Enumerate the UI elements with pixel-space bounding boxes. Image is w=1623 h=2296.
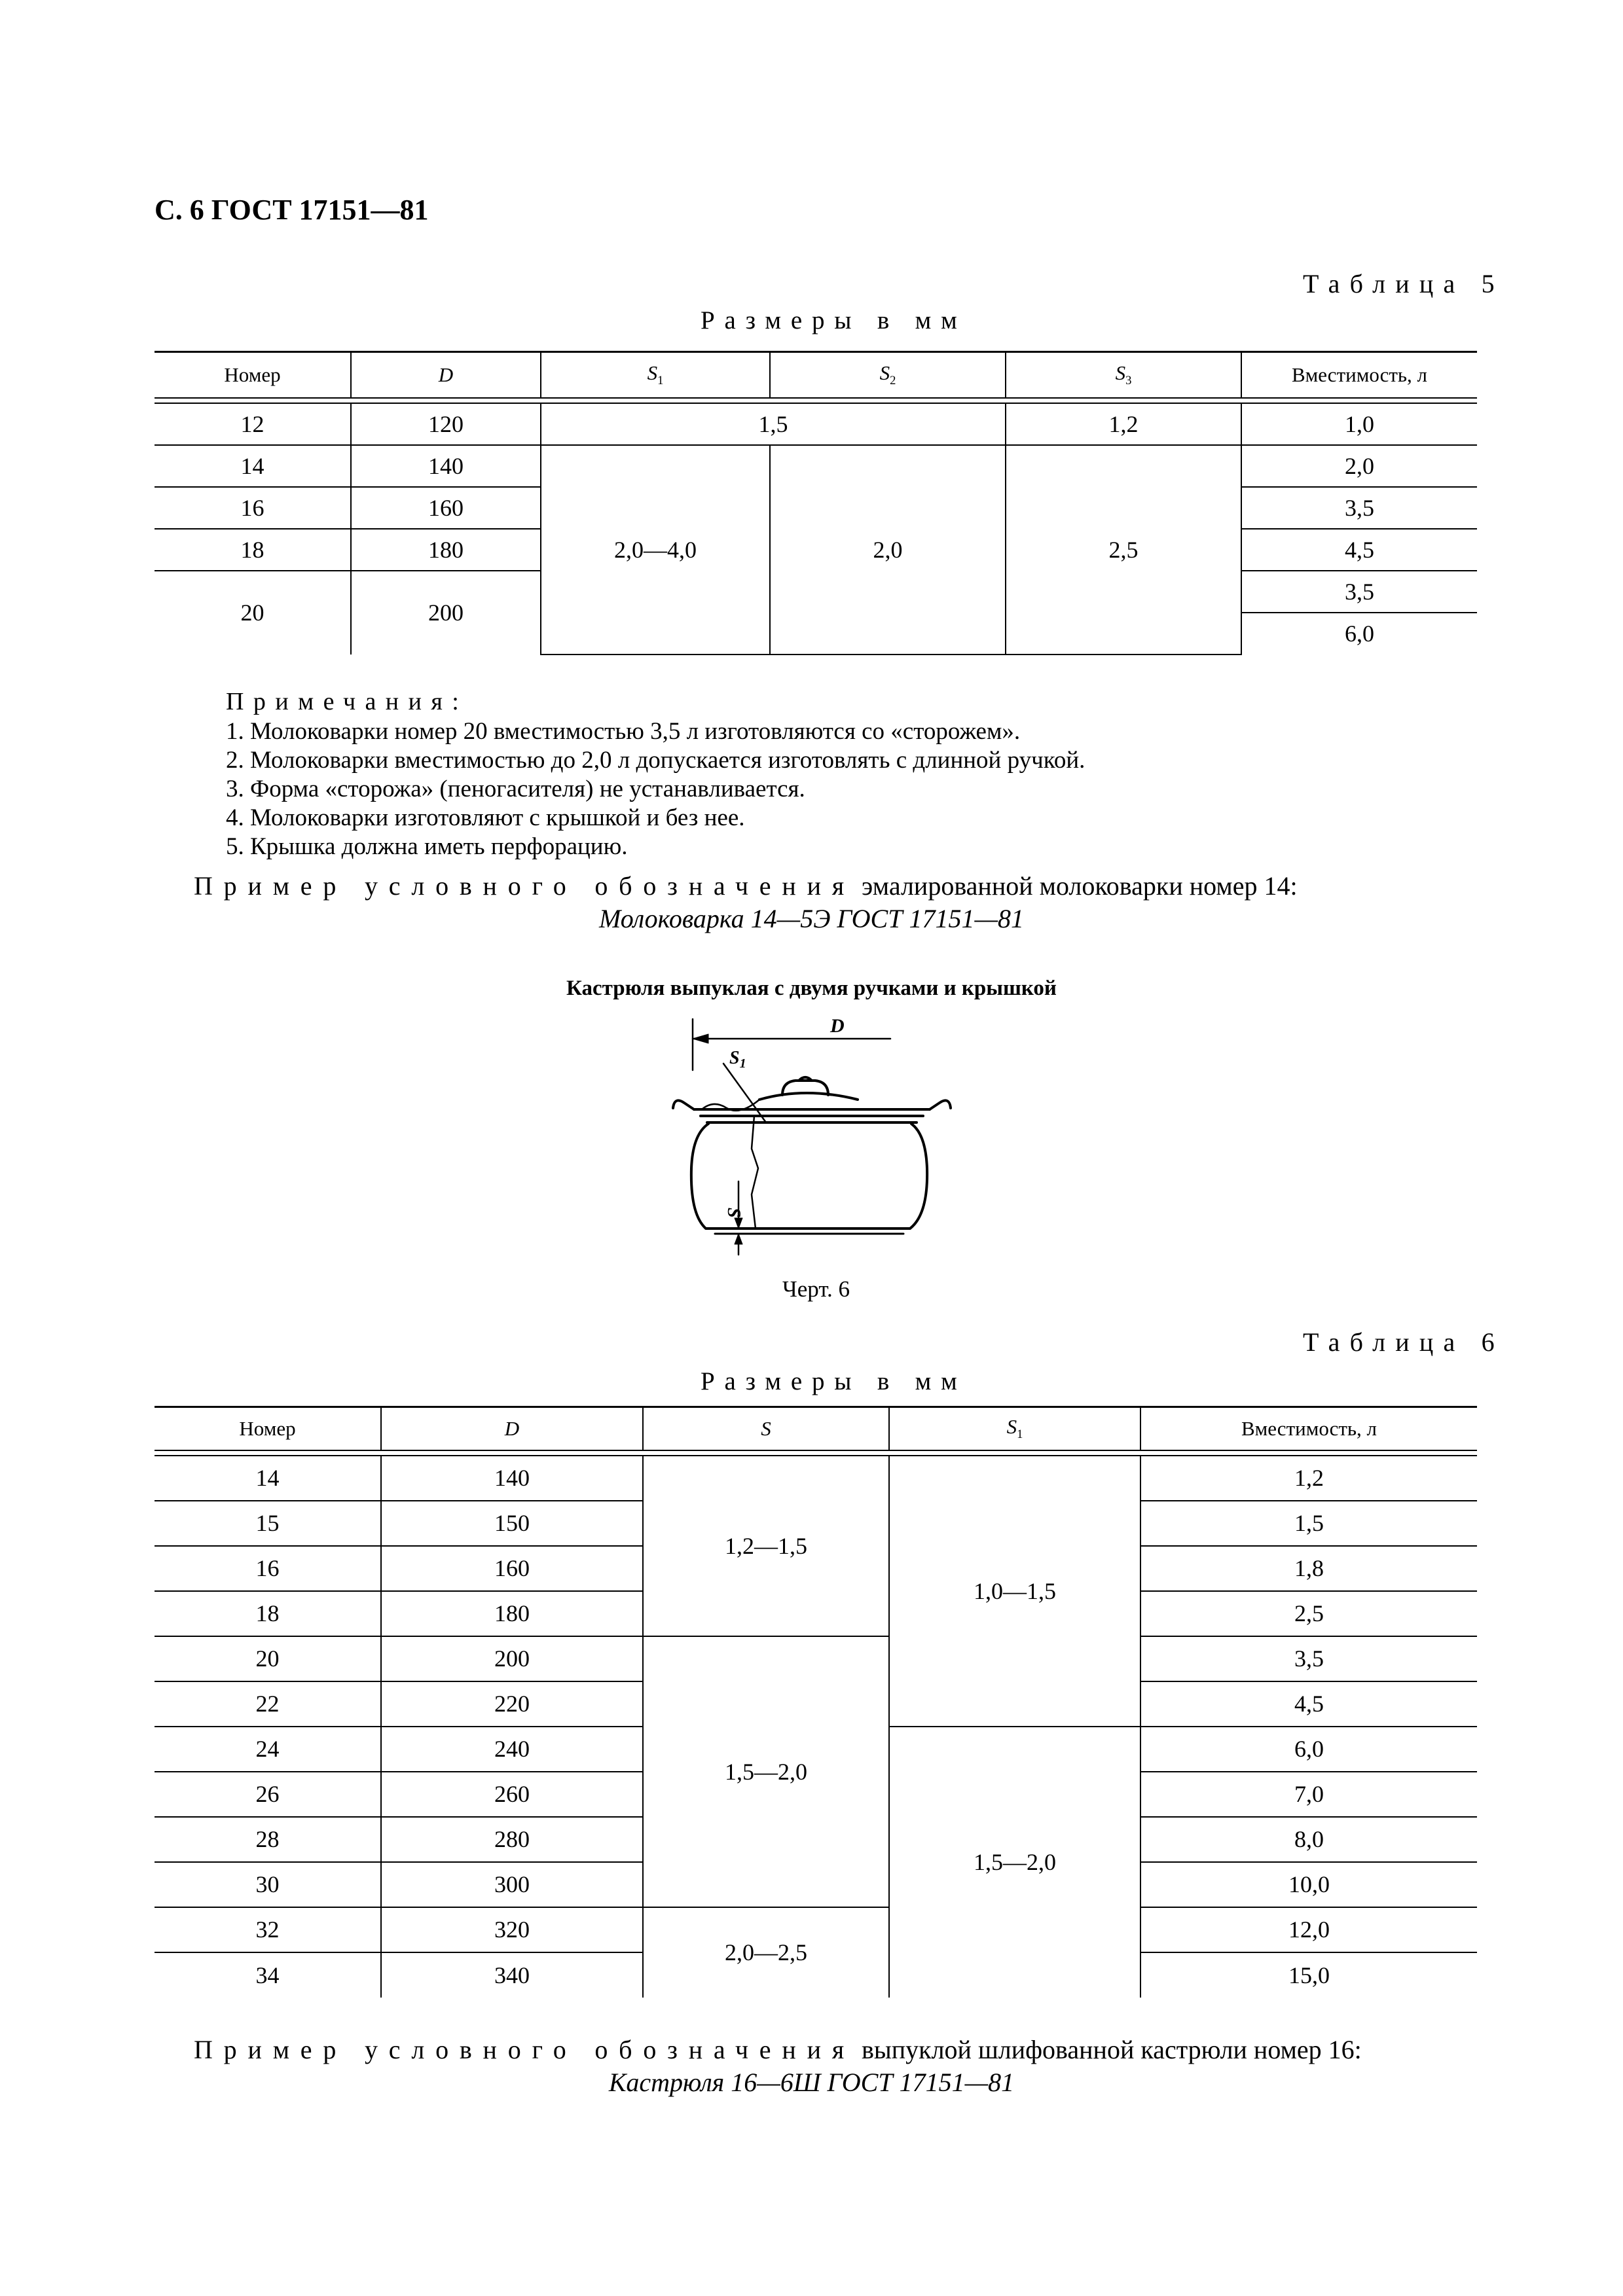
table-row: 20 200 3,5 — [155, 571, 1477, 613]
table-row: 16 160 1,8 — [155, 1546, 1477, 1591]
table-row: 26 260 7,0 — [155, 1772, 1477, 1817]
table6-s-merged-b: 1,5—2,0 — [643, 1636, 889, 1907]
example1-formula: Молоковарка 14—5Э ГОСТ 17151—81 — [598, 904, 1025, 933]
table5-label: Таблица 5 — [1303, 269, 1504, 298]
pot-drawing — [668, 1018, 956, 1266]
table5-s3-merged: 2,5 — [1006, 445, 1241, 655]
table-row: 16 160 3,5 — [155, 487, 1477, 529]
page-header: С. 6 ГОСТ 17151—81 — [155, 194, 429, 226]
table6-header-s: S — [643, 1407, 889, 1450]
example1-line: Пример условного обозначения эмалированной молоковарки номер 14: — [194, 871, 1298, 901]
label-d: D — [830, 1018, 845, 1037]
table6-header-number: Номер — [155, 1407, 381, 1450]
table6-header-s1: $S_1$ — [889, 1407, 1140, 1450]
table5-header-number: Номер — [155, 352, 351, 398]
table5-header-s2: $S_2$ — [770, 352, 1006, 398]
example2-formula: Кастрюля 16—6Ш ГОСТ 17151—81 — [608, 2068, 1015, 2097]
note-1: 1. Молоковарки номер 20 вместимостью 3,5 л изготовляются со «сторожем». — [226, 718, 1021, 745]
table-row: 20 200 1,5—2,0 3,5 — [155, 1636, 1477, 1681]
note-5: 5. Крышка должна иметь перфорацию. — [226, 833, 628, 860]
table5-header-capacity: Вместимость, л — [1241, 352, 1477, 398]
table-row: 14 140 2,0—4,0 2,0 2,5 2,0 — [155, 445, 1477, 487]
table-row: 12 120 1,5 1,2 1,0 — [155, 403, 1477, 445]
table5-header-d: D — [351, 352, 541, 398]
table6-header-d: D — [381, 1407, 643, 1450]
label-s: S — [723, 1208, 744, 1218]
table6-header-capacity: Вместимость, л — [1140, 1407, 1477, 1450]
table5 — [155, 351, 1477, 655]
figure-caption: Черт. 6 — [782, 1276, 850, 1302]
table5-header-s3: $S_3$ — [1006, 352, 1241, 398]
table-row: 24 240 1,5—2,0 6,0 — [155, 1727, 1477, 1772]
example2-line: Пример условного обозначения выпуклой шлифованной кастрюли номер 16: — [194, 2035, 1362, 2064]
note-4: 4. Молоковарки изготовляют с крышкой и без нее. — [226, 804, 745, 831]
table6-s-merged-a: 1,2—1,5 — [643, 1456, 889, 1636]
table-row: 34 340 15,0 — [155, 1952, 1477, 1998]
table-row: 22 220 4,5 — [155, 1681, 1477, 1727]
table-row: 6,0 — [155, 613, 1477, 655]
figure-title: Кастрюля выпуклая с двумя ручками и крышкой — [566, 977, 1057, 1000]
table5-s2-merged: 2,0 — [770, 445, 1006, 655]
note-2: 2. Молоковарки вместимостью до 2,0 л допускается изготовлять с длинной ручкой. — [226, 747, 1085, 774]
table6-label: Таблица 6 — [1303, 1327, 1504, 1357]
table6-s-merged-c: 2,0—2,5 — [643, 1907, 889, 1998]
note-3: 3. Форма «сторожа» (пеногасителя) не устанавливается. — [226, 776, 805, 802]
table5-s1-merged: 2,0—4,0 — [541, 445, 770, 655]
table5-header-s1: $S_1$ — [541, 352, 770, 398]
notes-title: Примечания: — [226, 688, 469, 715]
table-row: 18 180 2,5 — [155, 1591, 1477, 1636]
table-row: 15 150 1,5 — [155, 1501, 1477, 1546]
table-row: 28 280 8,0 — [155, 1817, 1477, 1862]
table5-units: Размеры в мм — [701, 306, 967, 334]
table-row: 32 320 2,0—2,5 12,0 — [155, 1907, 1477, 1952]
label-s1: $S_1$ — [729, 1048, 746, 1071]
table-row: 30 300 10,0 — [155, 1862, 1477, 1907]
table6 — [155, 1406, 1477, 1998]
table-row: 18 180 4,5 — [155, 529, 1477, 571]
table6-s1-merged-a: 1,0—1,5 — [889, 1456, 1140, 1727]
table6-units: Размеры в мм — [701, 1367, 967, 1395]
table-row: 14 140 1,2—1,5 1,0—1,5 1,2 — [155, 1456, 1477, 1501]
table6-s1-merged-b: 1,5—2,0 — [889, 1727, 1140, 1998]
